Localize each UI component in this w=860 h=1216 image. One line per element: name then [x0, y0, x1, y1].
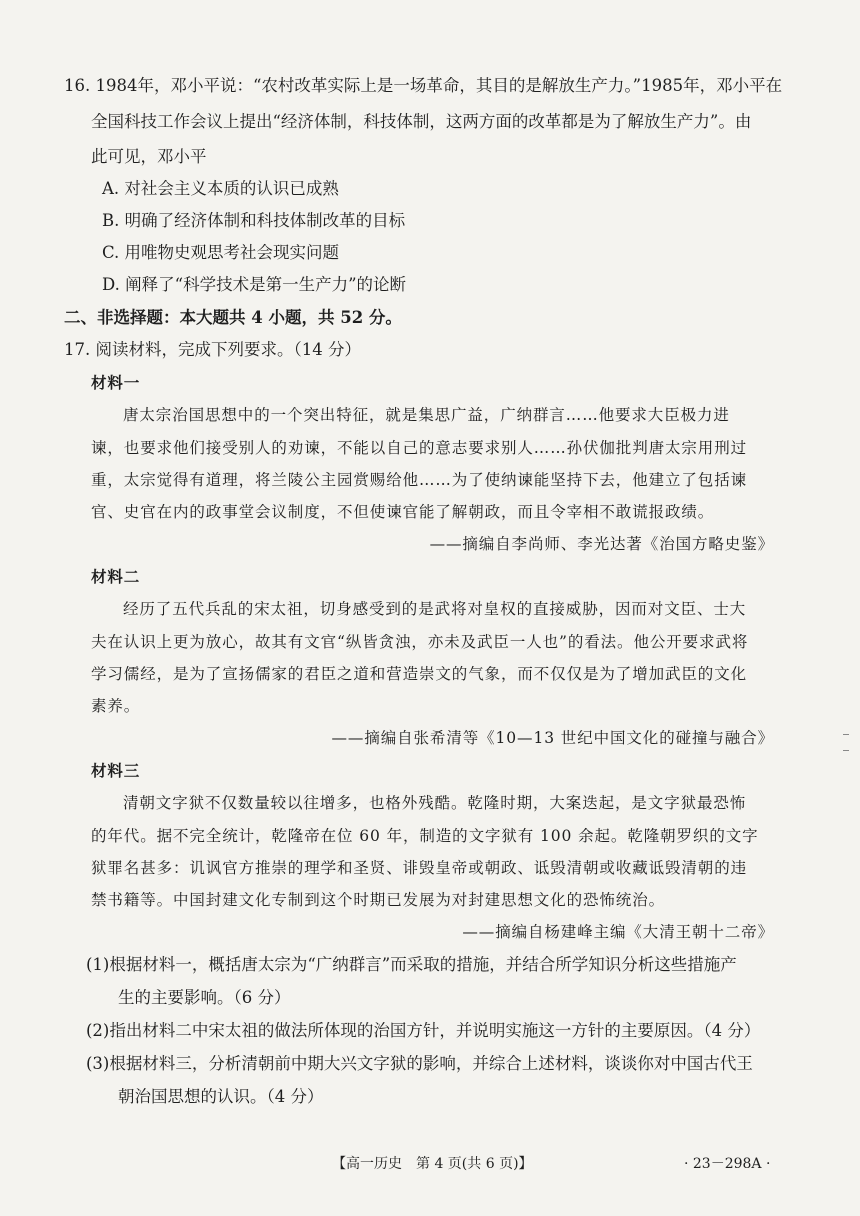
material-3-line: 禁书籍等。中国封建文化专制到这个时期已发展为对封建思想文化的恐怖统治。 [91, 891, 666, 909]
q17-stem: 17. 阅读材料，完成下列要求。（14 分） [64, 340, 361, 359]
material-3-line: 清朝文字狱不仅数量较以往增多，也格外残酷。乾隆时期，大案迭起，是文字狱最恐怖 [123, 794, 747, 812]
material-1-line: 谏，也要求他们接受别人的劝谏，不能以自己的意志要求别人……孙伏伽批判唐太宗用刑过 [91, 439, 748, 457]
q16-stem-line-3: 此可见，邓小平 [91, 147, 207, 166]
material-3-source: ——摘编自杨建峰主编《大清王朝十二帝》 [462, 923, 774, 941]
q16-option-d: D. 阐释了“科学技术是第一生产力”的论断 [102, 275, 407, 294]
material-3-line: 的年代。据不完全统计，乾隆帝在位 60 年，制造的文字狱有 100 余起。乾隆朝罗织的文字 [91, 827, 759, 845]
material-1-source: ——摘编自李尚师、李光达著《治国方略史鉴》 [429, 535, 774, 553]
q17-subquestion-3-cont: 朝治国思想的认识。（4 分） [118, 1087, 324, 1106]
material-1-title: 材料一 [91, 373, 141, 392]
footer-page-label: 【高一历史 第 4 页(共 6 页)】 [332, 1156, 533, 1172]
margin-mark [843, 750, 849, 751]
margin-mark [843, 734, 849, 735]
footer-code: · 23－298A · [684, 1156, 771, 1172]
q17-subquestion-2: (2)指出材料二中宋太祖的做法所体现的治国方针，并说明实施这一方针的主要原因。（4 分） [86, 1021, 761, 1040]
material-2-line: 素养。 [91, 697, 141, 715]
q17-subquestion-1: (1)根据材料一，概括唐太宗为“广纳群言”而采取的措施，并结合所学知识分析这些措施产 [86, 955, 737, 974]
q16-option-b: B. 明确了经济体制和科技体制改革的目标 [102, 211, 406, 230]
material-2-source: ——摘编自张希清等《10—13 世纪中国文化的碰撞与融合》 [331, 729, 774, 747]
q17-subquestion-1-cont: 生的主要影响。（6 分） [118, 988, 291, 1007]
material-1-line: 重，太宗觉得有道理，将兰陵公主园赏赐给他……为了使纳谏能坚持下去，他建立了包括谏 [91, 471, 748, 489]
q16-stem-line-1: 16. 1984年，邓小平说：“农村改革实际上是一场革命，其目的是解放生产力。”1985年，邓小平在 [64, 76, 783, 95]
material-1-line: 官、史官在内的政事堂会议制度，不但使谏官能了解朝政，而且令宰相不敢谎报政绩。 [91, 503, 715, 521]
q17-subquestion-3: (3)根据材料三，分析清朝前中期大兴文字狱的影响，并综合上述材料，谈谈你对中国古代王 [86, 1054, 753, 1073]
q16-option-c: C. 用唯物史观思考社会现实问题 [102, 243, 340, 262]
material-3-line: 狱罪名甚多：讥讽官方推崇的理学和圣贤、诽毁皇帝或朝政、诋毁清朝或收藏诋毁清朝的违 [91, 859, 748, 877]
material-2-line: 学习儒经，是为了宣扬儒家的君臣之道和营造崇文的气象，而不仅仅是为了增加武臣的文化 [91, 665, 748, 683]
q16-stem-line-2: 全国科技工作会议上提出“经济体制，科技体制，这两方面的改革都是为了解放生产力”。由 [91, 112, 752, 131]
material-2-line: 夫在认识上更为放心，故其有文官“纵皆贪浊，亦未及武臣一人也”的看法。他公开要求武将 [91, 633, 749, 651]
material-3-title: 材料三 [91, 761, 141, 780]
material-1-line: 唐太宗治国思想中的一个突出特征，就是集思广益，广纳群言……他要求大臣极力进 [123, 406, 730, 424]
material-2-title: 材料二 [91, 567, 141, 586]
q16-option-a: A. 对社会主义本质的认识已成熟 [102, 179, 339, 198]
material-2-line: 经历了五代兵乱的宋太祖，切身感受到的是武将对皇权的直接威胁，因而对文臣、士大 [123, 600, 747, 618]
section-heading: 二、非选择题：本大题共 4 小题，共 52 分。 [64, 308, 402, 327]
